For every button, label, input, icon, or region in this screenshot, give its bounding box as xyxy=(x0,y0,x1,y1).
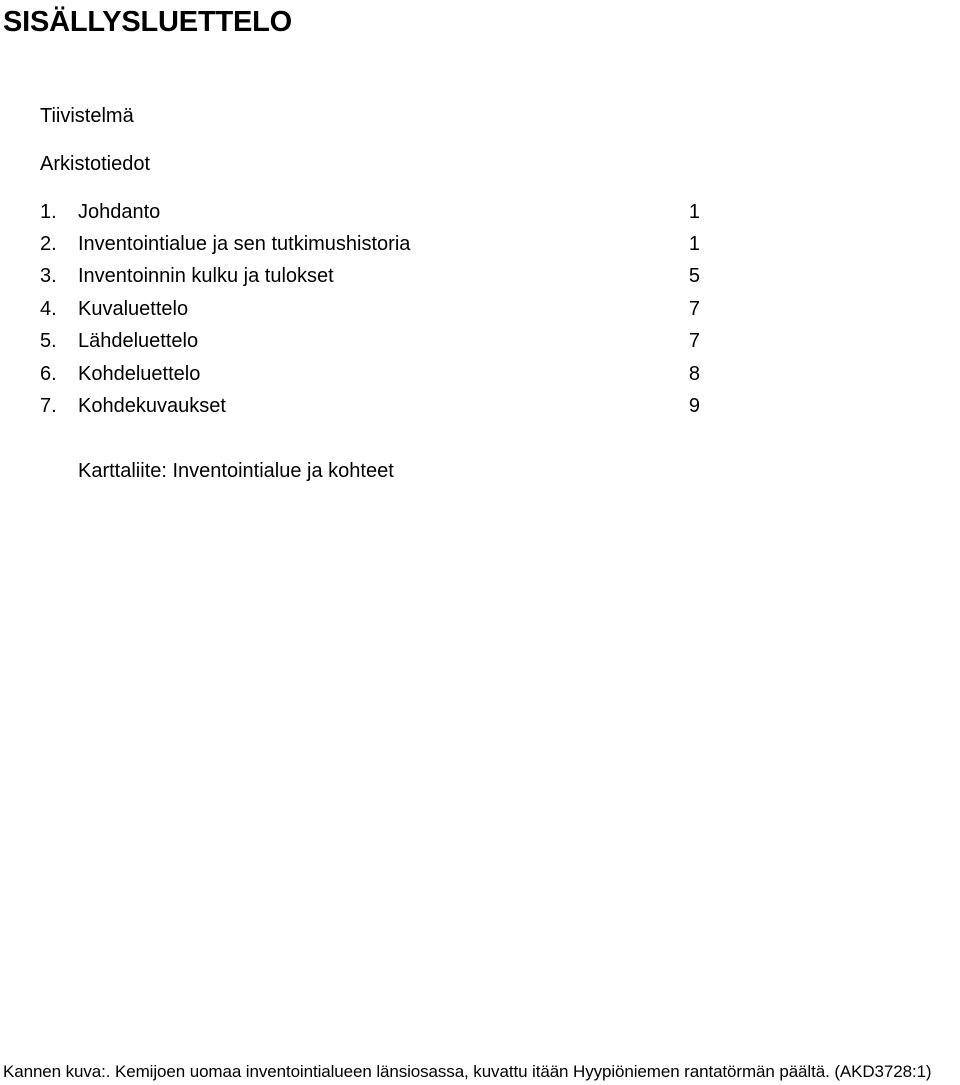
toc-entry-number: 1. xyxy=(40,201,57,223)
toc-entry-label: Kohdekuvaukset xyxy=(78,395,226,417)
toc-entry xyxy=(40,361,700,387)
toc-front-abstract: Tiivistelmä xyxy=(40,105,134,127)
toc-entry-page: 1 xyxy=(688,201,700,223)
toc-appendix-map: Karttaliite: Inventointialue ja kohteet xyxy=(78,460,394,482)
toc-entry-number: 7. xyxy=(40,395,57,417)
toc-entry-page: 9 xyxy=(688,395,700,417)
toc-entry-number: 5. xyxy=(40,330,57,352)
toc-entry-label: Lähdeluettelo xyxy=(78,330,199,352)
toc-entry xyxy=(40,231,700,257)
toc-entry xyxy=(40,199,700,225)
toc-front-archive-info: Arkistotiedot xyxy=(40,153,151,175)
toc-entry-page: 1 xyxy=(688,233,700,255)
toc-entry-page: 7 xyxy=(688,330,700,352)
toc-entry-label: Inventointialue ja sen tutkimushistoria xyxy=(78,233,411,255)
toc-entry-number: 2. xyxy=(40,233,57,255)
toc-entry xyxy=(40,393,700,419)
cover-image-caption: Kannen kuva:. Kemijoen uomaa inventointialueen länsiosassa, kuvattu itään Hyypiöniemen rantatörmän päältä. (AKD3728:1) xyxy=(3,1062,932,1081)
toc-entry-label: Johdanto xyxy=(78,201,161,223)
toc-entry-label: Inventoinnin kulku ja tulokset xyxy=(78,265,334,287)
toc-entry-page: 8 xyxy=(688,363,700,385)
toc-entry-number: 3. xyxy=(40,265,57,287)
toc-entry xyxy=(40,328,700,354)
toc-entry-page: 5 xyxy=(688,265,700,287)
toc-entry-page: 7 xyxy=(688,298,700,320)
toc-entry-number: 4. xyxy=(40,298,57,320)
toc-entry xyxy=(40,263,700,289)
toc-entry-label: Kuvaluettelo xyxy=(78,298,189,320)
toc-entry-number: 6. xyxy=(40,363,57,385)
page-title: SISÄLLYSLUETTELO xyxy=(3,6,292,38)
toc-entry-label: Kohdeluettelo xyxy=(78,363,201,385)
toc-entry xyxy=(40,296,700,322)
